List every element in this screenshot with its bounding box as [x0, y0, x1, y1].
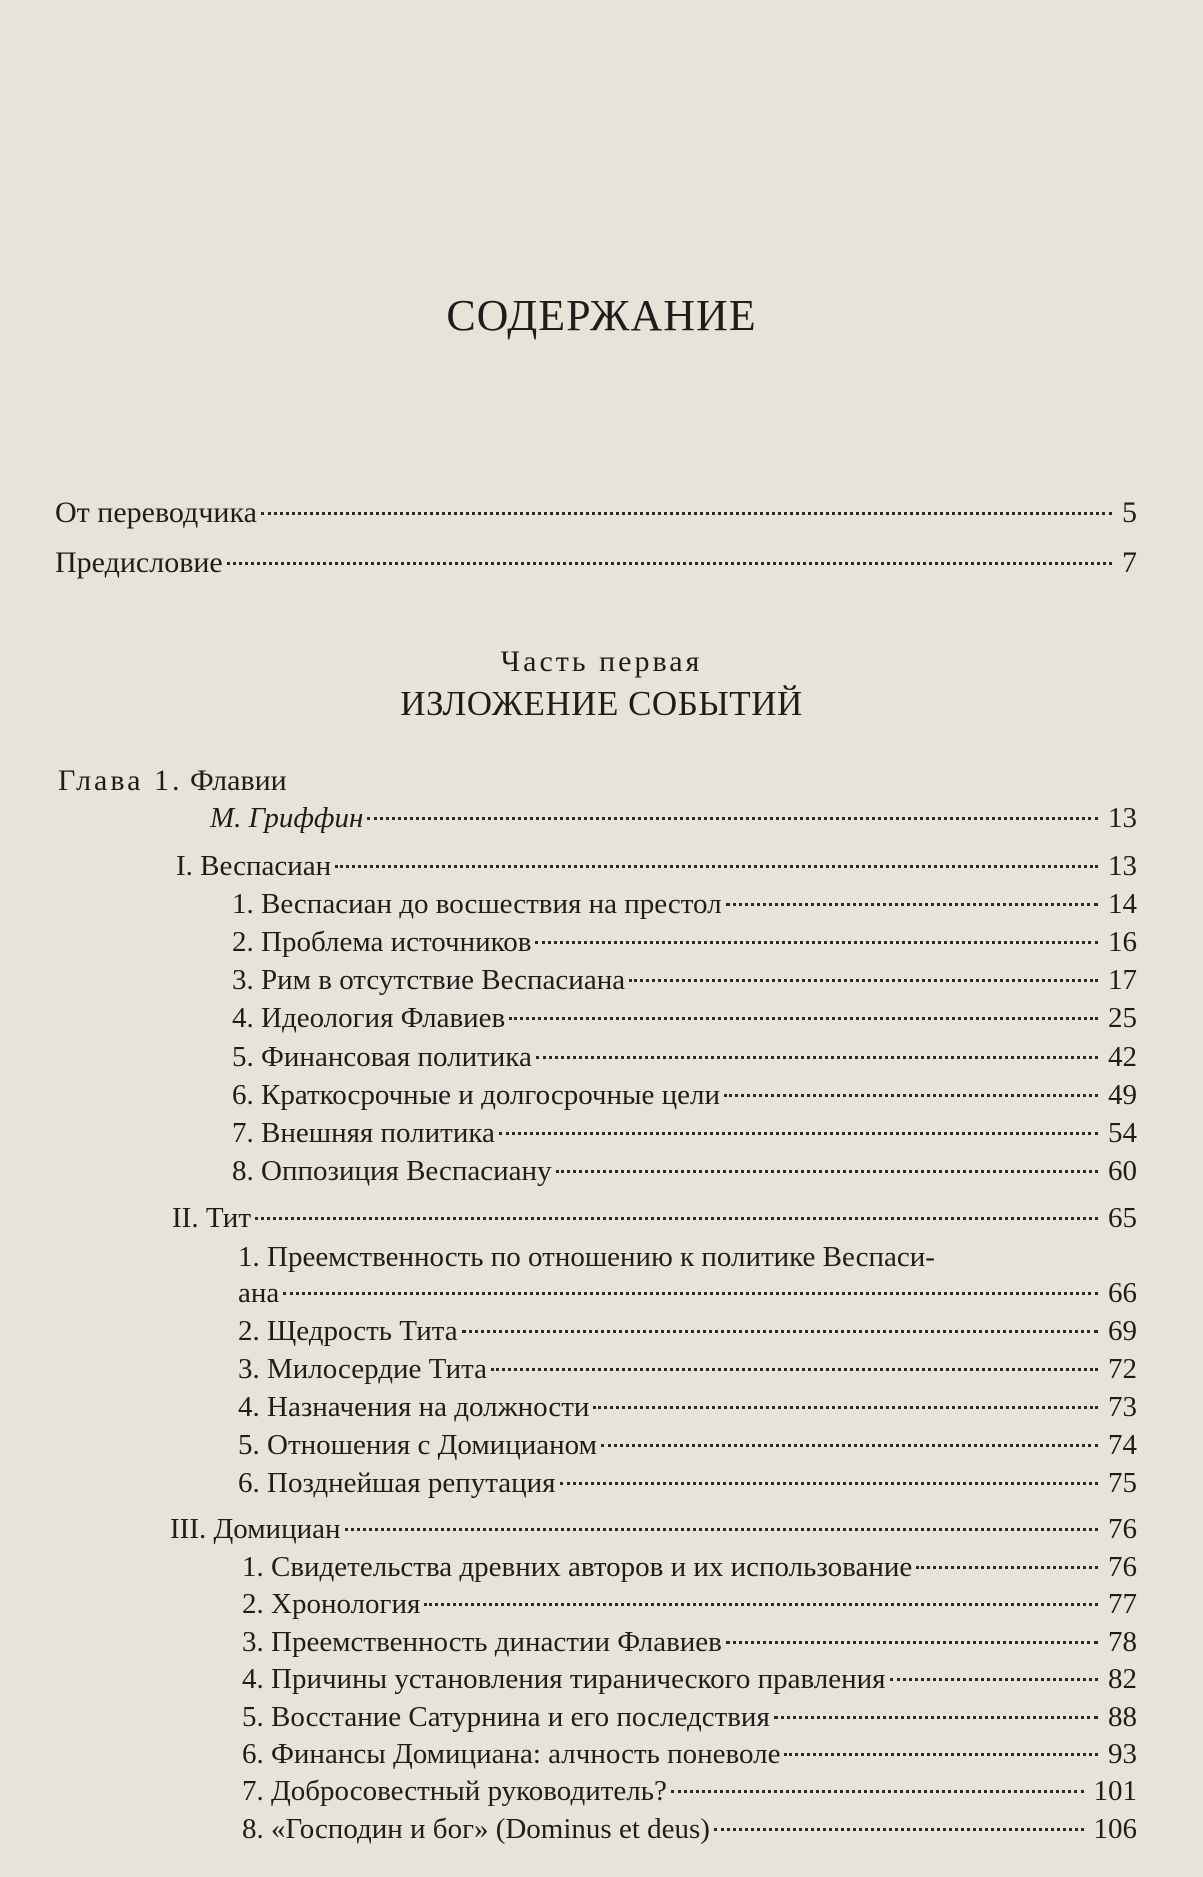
section-heading-domitian: III. Домициан 76 — [170, 1513, 1137, 1545]
toc-item: 6. Финансы Домициана: алчность поневоле 93 — [242, 1738, 1137, 1770]
toc-item: 6. Краткосрочные и долгосрочные цели 49 — [232, 1079, 1137, 1111]
toc-item: 2. Щедрость Тита 69 — [238, 1315, 1137, 1347]
toc-item: 3. Рим в отсутствие Веспасиана 17 — [232, 964, 1137, 996]
page-title: СОДЕРЖАНИЕ — [446, 291, 757, 340]
section-heading-vespasian: I. Веспасиан 13 — [176, 850, 1137, 882]
toc-item: 4. Причины установления тиранического правления 82 — [242, 1663, 1137, 1695]
toc-item: 6. Позднейшая репутация 75 — [238, 1467, 1137, 1499]
toc-item: 1. Веспасиан до восшествия на престол 14 — [232, 888, 1137, 920]
toc-item-wrap-line: 1. Преемственность по отношению к политике Веспаси- — [238, 1241, 935, 1273]
chapter-heading: Глава 1. Флавии — [58, 764, 287, 797]
toc-item: 7. Добросовестный руководитель? 101 — [242, 1775, 1137, 1807]
part-title: ИЗЛОЖЕНИЕ СОБЫТИЙ — [400, 684, 803, 723]
toc-item: 3. Милосердие Тита 72 — [238, 1353, 1137, 1385]
chapter-author-entry: М. Гриффин 13 — [210, 802, 1137, 834]
toc-item: 8. «Господин и бог» (Dominus et deus) 106 — [242, 1813, 1137, 1845]
toc-item: 3. Преемственность династии Флавиев 78 — [242, 1626, 1137, 1658]
toc-item: 5. Отношения с Домицианом 74 — [238, 1429, 1137, 1461]
toc-item: 5. Финансовая политика 42 — [232, 1041, 1137, 1073]
part-label: Часть первая — [500, 645, 703, 678]
toc-item: 5. Восстание Сатурнина и его последствия 88 — [242, 1701, 1137, 1733]
toc-item: 4. Назначения на должности 73 — [238, 1391, 1137, 1423]
toc-item: ана 66 — [238, 1277, 1137, 1309]
toc-item: 4. Идеология Флавиев 25 — [232, 1002, 1137, 1034]
toc-entry-translator: От переводчика 5 — [55, 496, 1137, 529]
section-heading-titus: II. Тит 65 — [172, 1202, 1137, 1234]
toc-item: 2. Хронология 77 — [242, 1588, 1137, 1620]
toc-entry-preface: Предисловие 7 — [55, 546, 1137, 579]
toc-item: 1. Свидетельства древних авторов и их использование 76 — [242, 1551, 1137, 1583]
toc-item: 7. Внешняя политика 54 — [232, 1117, 1137, 1149]
toc-item: 8. Оппозиция Веспасиану 60 — [232, 1155, 1137, 1187]
toc-item: 2. Проблема источников 16 — [232, 926, 1137, 958]
